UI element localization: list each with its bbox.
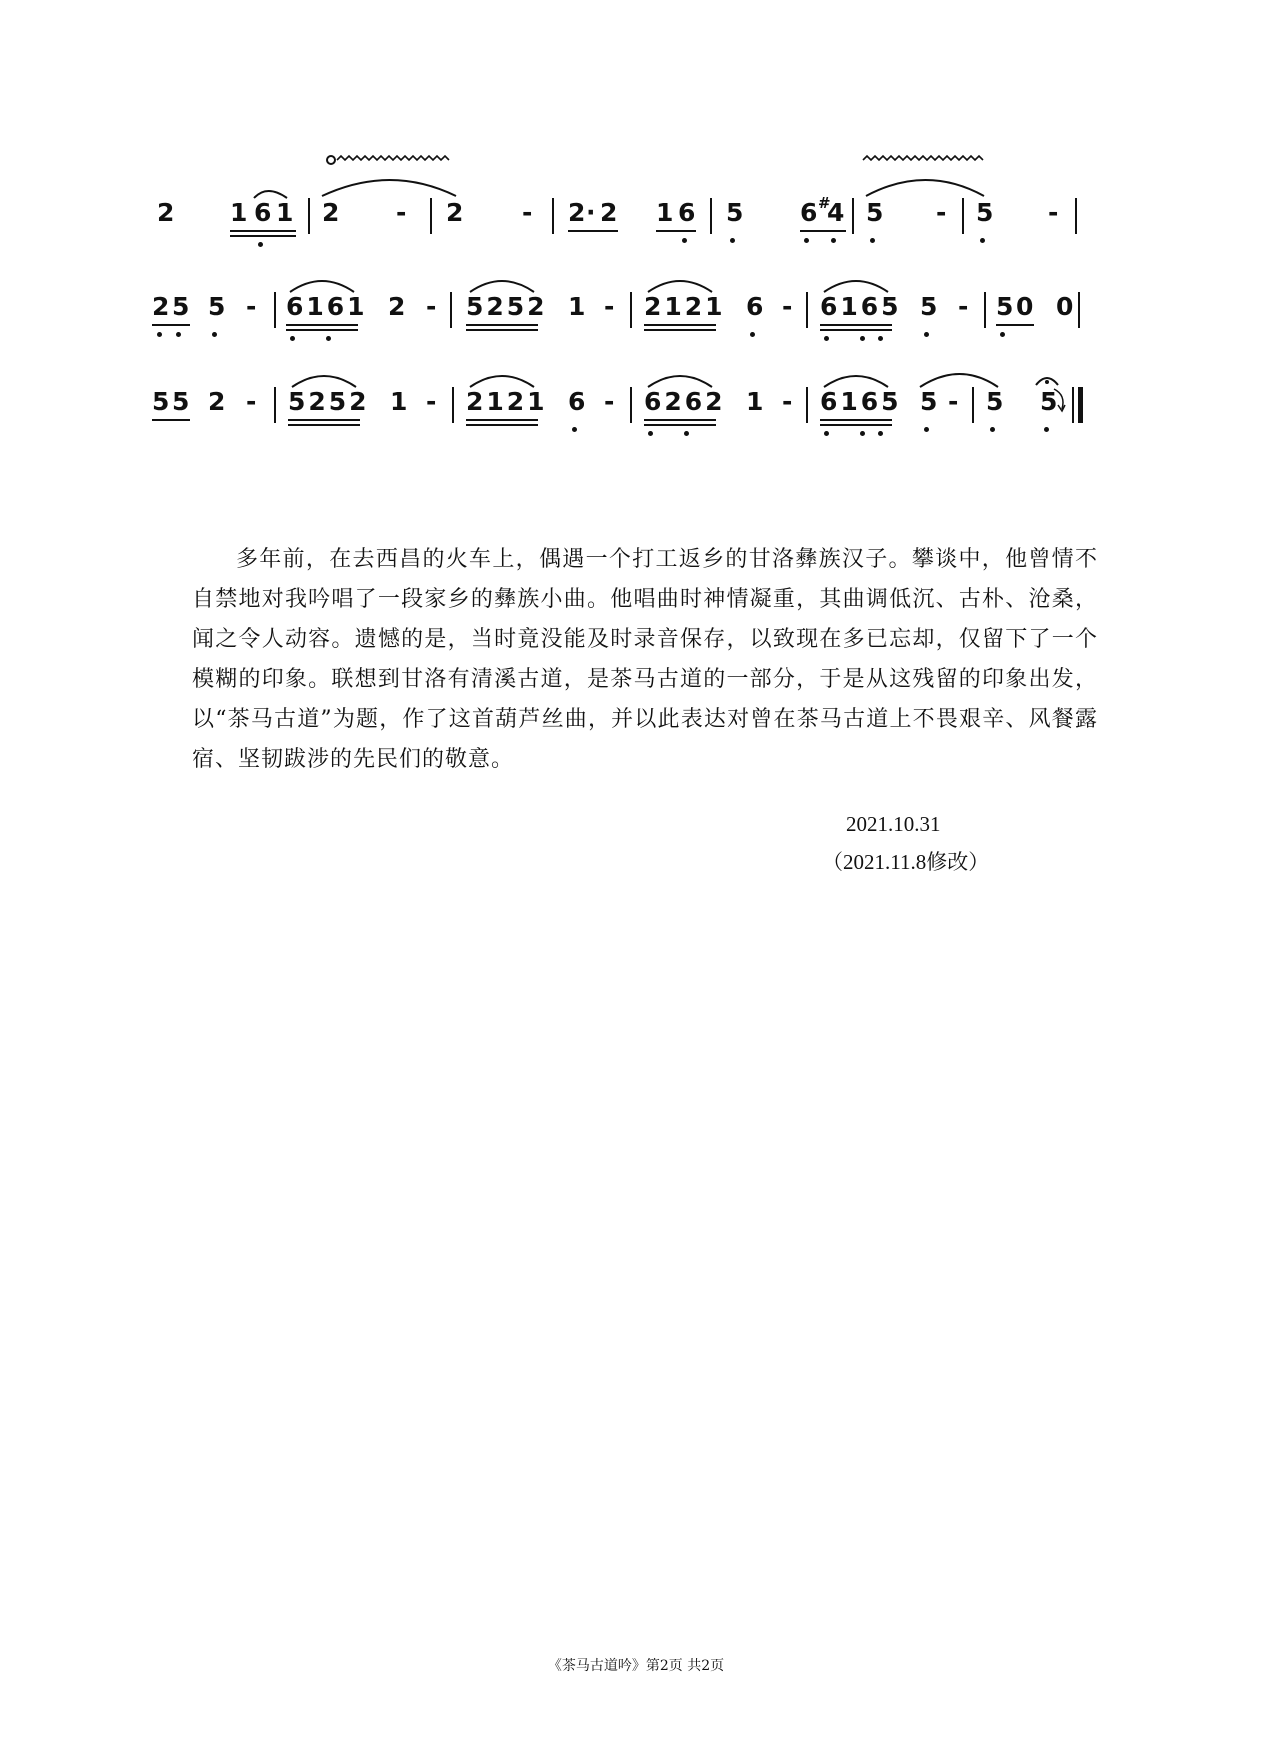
- dash: -: [604, 387, 615, 416]
- note: 2: [152, 292, 170, 321]
- note: 5: [208, 292, 226, 321]
- dash: -: [782, 292, 793, 321]
- note-group: 6165: [820, 292, 902, 321]
- dash: -: [396, 198, 407, 227]
- note: 6: [568, 387, 586, 416]
- composer-note: 多年前，在去西昌的火车上，偶遇一个打工返乡的甘洛彝族汉子。攀谈中，他曾情不自禁地对我吟唱了一段家乡的彝族小曲。他唱曲时神情凝重，其曲调低沉、古朴、沧桑，闻之令人动容。遗憾的是，当时竟没能及时录音保存，以致现在多已忘却，仅留下了一个模糊的印象。联想到甘洛有清溪古道，是茶马古道的一部分，于是从这残留的印象出发，以“茶马古道”为题，作了这首葫芦丝曲，并以此表达对曾在茶马古道上不畏艰辛、风餐露宿、坚韧跋涉的先民们的敬意。: [192, 547, 1098, 772]
- note: 5: [726, 198, 744, 227]
- date: 2021.10.31: [846, 812, 941, 836]
- page-footer: 《茶马古道吟》第2页 共2页: [547, 1658, 725, 1674]
- note-group: 6165: [820, 387, 902, 416]
- sharp-sign: #: [818, 194, 831, 212]
- note: 2: [446, 198, 464, 227]
- note-group: 5252: [466, 292, 548, 321]
- dash: -: [604, 292, 615, 321]
- note: 6: [800, 198, 818, 227]
- note: 5: [920, 387, 938, 416]
- note: 2: [208, 387, 226, 416]
- note: 5: [866, 198, 884, 227]
- note-group: 5252: [288, 387, 370, 416]
- score-line-2: [150, 292, 1140, 362]
- note: 0: [1016, 292, 1034, 321]
- note: 1: [230, 198, 248, 227]
- dash: -: [246, 387, 257, 416]
- note: 6: [678, 198, 696, 227]
- slurs-and-fermata: [150, 387, 1140, 457]
- dash: -: [782, 387, 793, 416]
- note: 6: [746, 292, 764, 321]
- note-group: 6161: [286, 292, 368, 321]
- dash: -: [426, 387, 437, 416]
- note: 2: [600, 198, 618, 227]
- note: 2: [157, 198, 175, 227]
- note: 5: [172, 292, 190, 321]
- slurs: [150, 292, 1140, 362]
- score-line-3: [150, 387, 1140, 457]
- note: 4: [827, 198, 845, 227]
- slur-and-trill-marks: [150, 198, 1140, 268]
- revision-date: （2021.11.8修改）: [822, 850, 990, 874]
- note: 1: [276, 198, 294, 227]
- note-dot: ·: [586, 198, 596, 227]
- dash: -: [246, 292, 257, 321]
- note-group: 6262: [644, 387, 726, 416]
- dash: -: [948, 387, 959, 416]
- note: 6: [254, 198, 272, 227]
- dash: -: [426, 292, 437, 321]
- note-group: 2121: [466, 387, 548, 416]
- note: 2: [568, 198, 586, 227]
- note: 2: [322, 198, 340, 227]
- score-line-1: [150, 194, 1140, 268]
- note: 5: [152, 387, 170, 416]
- note: 0: [1056, 292, 1074, 321]
- dash: -: [958, 292, 969, 321]
- note: 2: [388, 292, 406, 321]
- dash: -: [522, 198, 533, 227]
- note: 5: [920, 292, 938, 321]
- note: 1: [390, 387, 408, 416]
- note: 5: [976, 198, 994, 227]
- note: 5: [1040, 387, 1058, 416]
- dash: -: [1048, 198, 1059, 227]
- note: 5: [996, 292, 1014, 321]
- note: 1: [656, 198, 674, 227]
- note: 5: [986, 387, 1004, 416]
- dash: -: [936, 198, 947, 227]
- note: 5: [172, 387, 190, 416]
- note: 1: [746, 387, 764, 416]
- note: 1: [568, 292, 586, 321]
- note-group: 2121: [644, 292, 726, 321]
